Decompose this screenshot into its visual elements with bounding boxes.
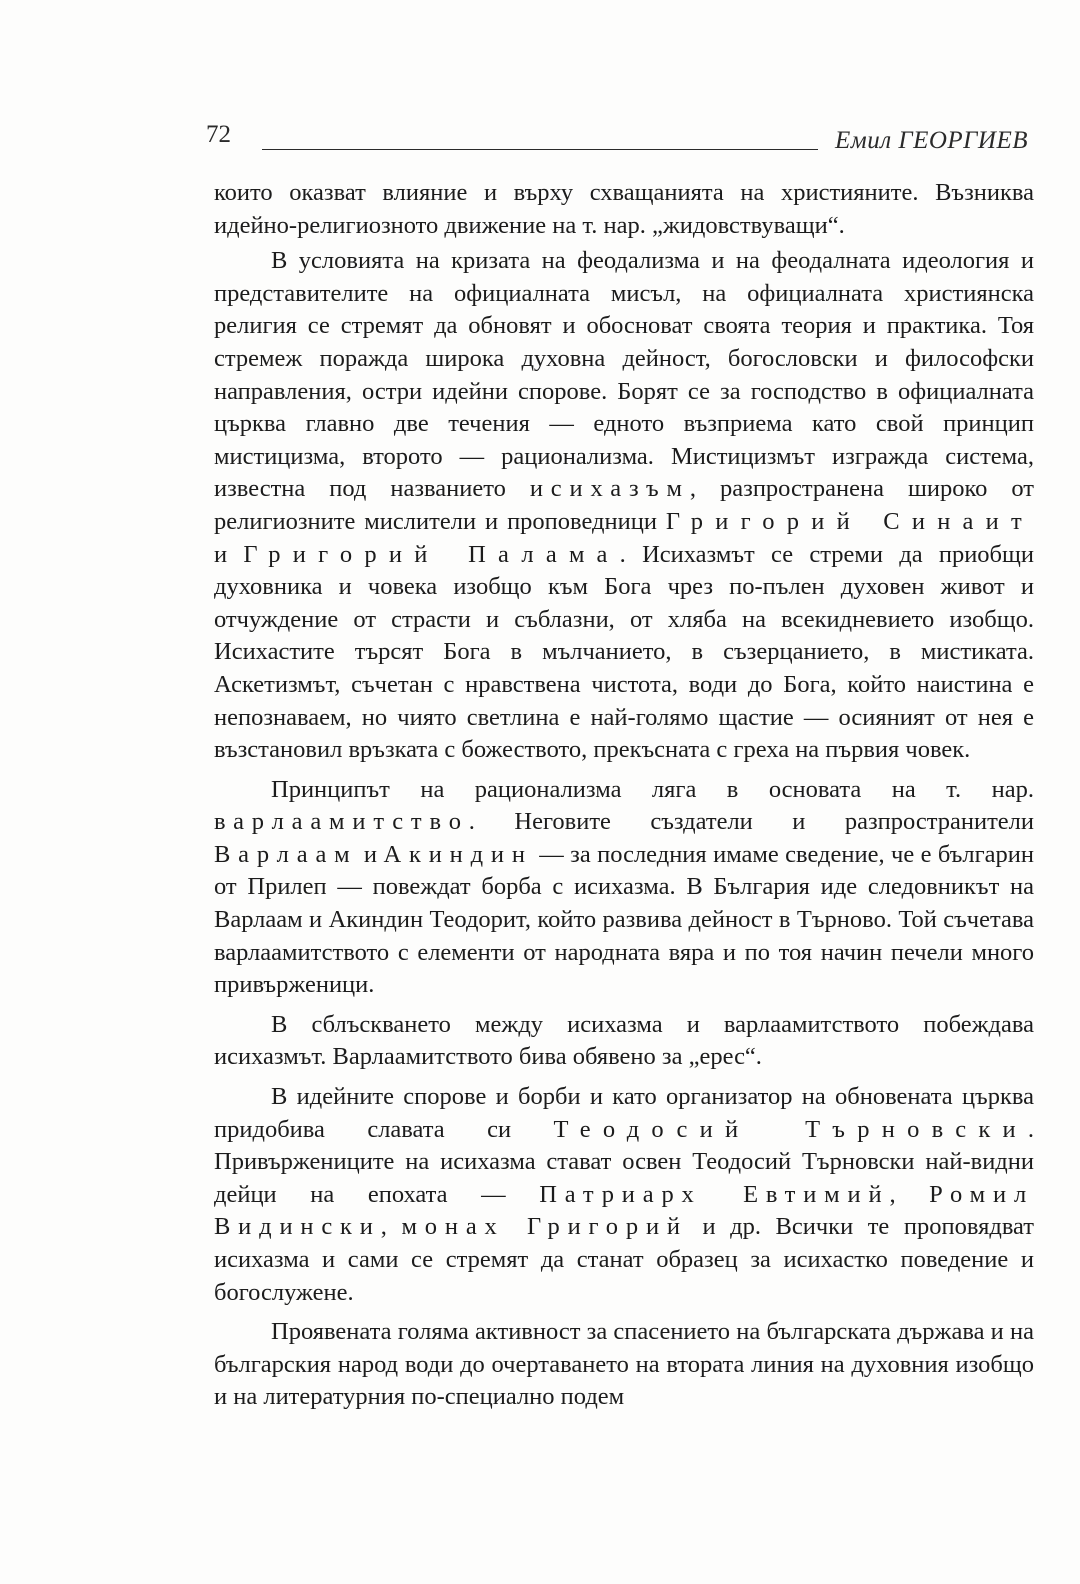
- paragraph-5-text-b: . Привържениците на исихазма стават освен Теодосий Търновски най-видни дейци на епохата —: [214, 1115, 1035, 1208]
- paragraph-1: които оказват влияние и върху схващанията на християните. Възниква идейно-религиозното движение на т. нар. „жидовствуващи“.: [214, 179, 1034, 239]
- name-patriarh-evtimiy: Патриарх Евтимий: [539, 1180, 890, 1208]
- body-text: [214, 177, 1034, 1417]
- paragraph-2-text-b: , разпространена широко от религиозните мислители и проповедници: [214, 475, 1034, 535]
- paragraph-3-text-a: Принципът на рационализма ляга в основата на т. нар.: [271, 775, 1034, 803]
- term-varlaamitstvo: варлаамитство: [214, 808, 469, 836]
- name-varlaam: Варлаам: [214, 840, 358, 868]
- paragraph-5: [214, 1081, 1034, 1309]
- paragraph-3-text-d: — за последния имаме сведение, че е българин от Прилеп — повеждат борба с исихазма. В България иде следовникът на Варлаам и Акиндин Теодорит, който развива дейност в Търново. Той съчетава варлаамитството с елементи от народната вяра и по тоя начин печели много привърженици.: [214, 840, 1035, 999]
- name-grigoriy-sinait: Григорий Синаит: [665, 507, 1034, 535]
- page-number: 72: [206, 121, 231, 148]
- paragraph-3: [214, 774, 1034, 1002]
- paragraph-2-text-a: В условията на кризата на феодализма и на феодалната идеология и представителите на официалната мисъл, на официалната християнска религия се стремят да обновят и обосноват своята теория и практика. Тоя стремеж поражда широка духовна дейност, богословски и философски направления, остри идейни спорове. Борят се за господство в официалната църква главно две течения — едното възприема като свой принцип мистицизма, второто — рационализма. Мистицизмът изгражда система, известна под названието: [214, 247, 1034, 503]
- paragraph-5-text-a: В идейните спорове и борби и като организатор на обновената църква придобива славата си: [214, 1083, 1034, 1143]
- paragraph-2: [214, 245, 1034, 767]
- paragraph-5-text-c: ,: [889, 1180, 896, 1208]
- paragraph-3-text-b: . Неговите създатели и разпространители: [468, 808, 1034, 836]
- paragraph-2-text-d: . Исихазмът се стреми да приобщи духовника и човека изобщо към Бога чрез по-пълен духовен живот и отчуждение от страсти и съблазни, от хляба на всекидневието изобщо. Исихастите търсят Бога в мълчанието, в съзерцанието, в мистиката. Аскетизмът, съчетан с нравствена чистота, води до Бога, който наистина е непознаваем, но чиято светлина е най-голямо щастие — осияният от нея е възстановил връзката с божеството, прекъсната с греха на първия човек.: [214, 540, 1034, 764]
- paragraph-2-text-c: и: [214, 540, 228, 568]
- name-teodosiy-tarnovski: Теодосий Търновски: [553, 1115, 1028, 1143]
- paragraph-4: В сблъскването между исихазма и варлаамитството побеждава исихазмът. Варлаамитството бива обявено за „ерес“.: [214, 1010, 1034, 1071]
- name-grigoriy-palama: Григорий Палама: [243, 540, 620, 568]
- running-author: Емил ГЕОРГИЕВ: [834, 127, 1028, 154]
- paragraph-5-text-e: и др. Всички те проповядват исихазма и сами се стремят да станат образец за исихастко поведение и богослужене.: [214, 1213, 1035, 1306]
- header-rule: [262, 149, 818, 150]
- paragraph-5-text-d: ,: [380, 1213, 387, 1241]
- name-monah-grigoriy: монах Григорий: [401, 1213, 688, 1241]
- running-header: [206, 118, 1034, 158]
- paragraph-6: Проявената голяма активност за спасението на българската държава и на българския народ води до очертаването на втората линия на духовния изобщо и на литературния по-специално подем: [214, 1318, 1034, 1411]
- paragraph-3-text-c: и: [363, 840, 378, 868]
- term-isihazam: исихазъм: [529, 475, 690, 503]
- name-romil-vidinski: Ромил Видински: [214, 1180, 1035, 1241]
- name-akindin: Акиндин: [383, 840, 533, 868]
